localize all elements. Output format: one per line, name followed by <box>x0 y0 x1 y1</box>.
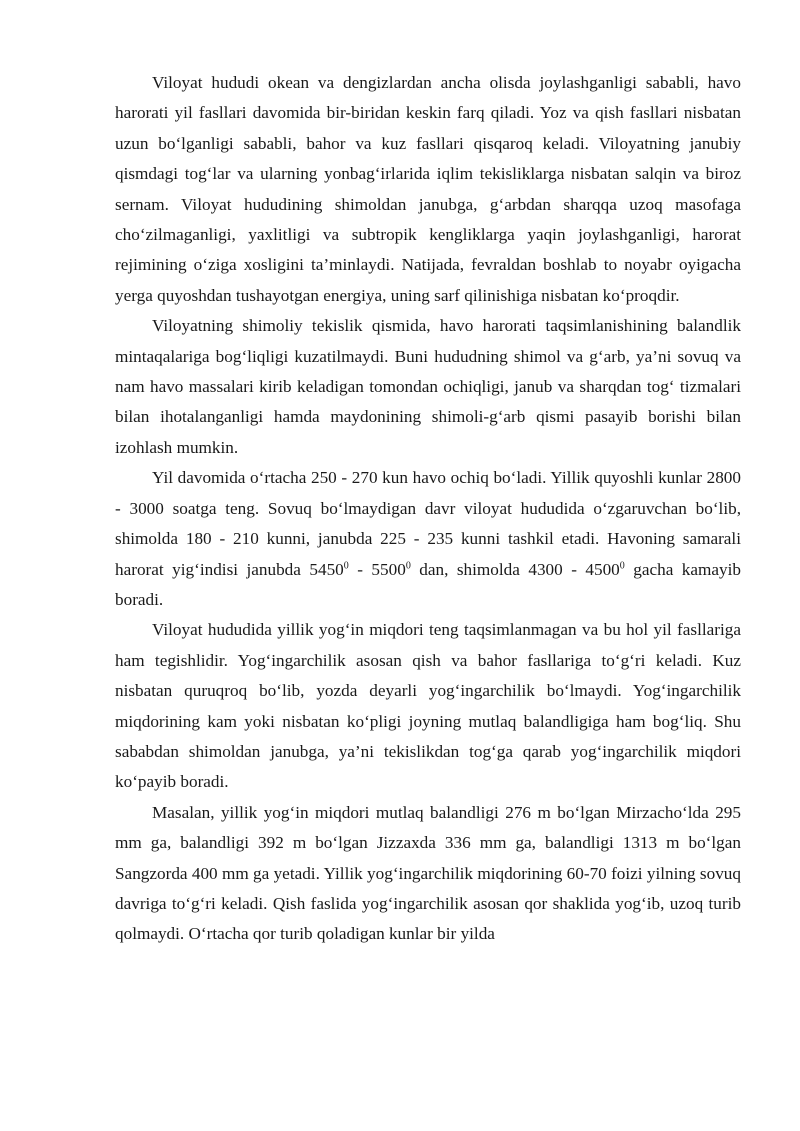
paragraph-precipitation: Viloyat hududida yillik yog‘in miqdori teng taqsimlanmagan va bu hol yil fasllariga ham tegishlidir. Yog‘ingarchilik asosan qish va bahor fasllariga to‘g‘ri keladi. Kuz nisbatan quruqroq bo‘lib, yozda deyarli yog‘ingarchilik bo‘lmaydi. Yog‘ingarchilik miqdorining kam yoki nisbatan ko‘pligi joyning mutlaq balandligiga ham bog‘liq. Shu sababdan shimoldan janubga, ya’ni tekislikdan tog‘ga qarab yog‘ingarchilik miqdori ko‘payib boradi. <box>115 620 741 792</box>
degree-superscript: 0 <box>343 559 349 571</box>
paragraph-precipitation-examples: Masalan, yillik yog‘in miqdori mutlaq balandligi 276 m bo‘lgan Mirzacho‘lda 295 mm ga, balandligi 392 m bo‘lgan Jizzaxda 336 mm ga, balandligi 1313 m bo‘lgan Sangzorda 400 mm ga yetadi. Yillik yog‘ingarchilik miqdorining 60-70 foizi yilning sovuq davriga to‘g‘ri keladi. Qish faslida yog‘ingarchilik asosan qor shaklida yog‘ib, uzoq turib qolmaydi. O‘rtacha qor turib qoladigan kunlar bir yilda <box>115 802 741 944</box>
document-page <box>115 68 741 950</box>
paragraph-climate-seasons: Viloyat hududi okean va dengizlardan ancha olisda joylashganligi sababli, havo harorati yil fasllari davomida bir-biridan keskin farq qiladi. Yoz va qish fasllari nisbatan uzun bo‘lganligi sababli, bahor va kuz fasllari qisqaroq keladi. Viloyatning janubiy qismdagi tog‘lar va ularning yonbag‘irlarida iqlim tekisliklarga nisbatan salqin va biroz sernam. Viloyat hududining shimoldan janubga, g‘arbdan sharqqa uzoq masofaga cho‘zilmaganligi, yaxlitligi va subtropik kengliklarga yaqin joylashganligi, harorat rejimining o‘ziga xosligini ta’minlaydi. Natijada, fevraldan boshlab to noyabr oyigacha yerga quyoshdan tushayotgan energiya, uning sarf qilinishiga nisbatan ko‘proqdir. <box>115 73 741 305</box>
degree-superscript: 0 <box>405 559 411 571</box>
paragraph-text: - 5500 <box>348 559 406 579</box>
paragraph-text: Yil davomida o‘rtacha 250 - 270 kun havo ochiq bo‘ladi. Yillik quyoshli kunlar 2800 - 3000 soatga teng. Sovuq bo‘lmaydigan davr viloyat hududida o‘zgaruvchan bo‘lib, shimolda 180 - 210 kunni, janubda 225 - 235 kunni tashkil etadi. Havoning samarali harorat yig‘indisi janubda 5450 <box>115 468 741 579</box>
paragraph-text: gacha kamayib boradi. <box>115 559 741 609</box>
paragraph-text: dan, shimolda 4300 - 4500 <box>410 559 620 579</box>
paragraph-sunny-days <box>115 463 741 615</box>
degree-superscript: 0 <box>619 559 625 571</box>
paragraph-northern-plain: Viloyatning shimoliy tekislik qismida, havo harorati taqsimlanishining balandlik mintaqalariga bog‘liqligi kuzatilmaydi. Buni hududning shimol va g‘arb, ya’ni sovuq va nam havo massalari kirib keladigan tomondan ochiqligi, janub va sharqdan tog‘ tizmalari bilan ihotalanganligi hamda maydonining shimoli-g‘arb qismi pasayib borishi bilan izohlash mumkin. <box>115 316 741 457</box>
